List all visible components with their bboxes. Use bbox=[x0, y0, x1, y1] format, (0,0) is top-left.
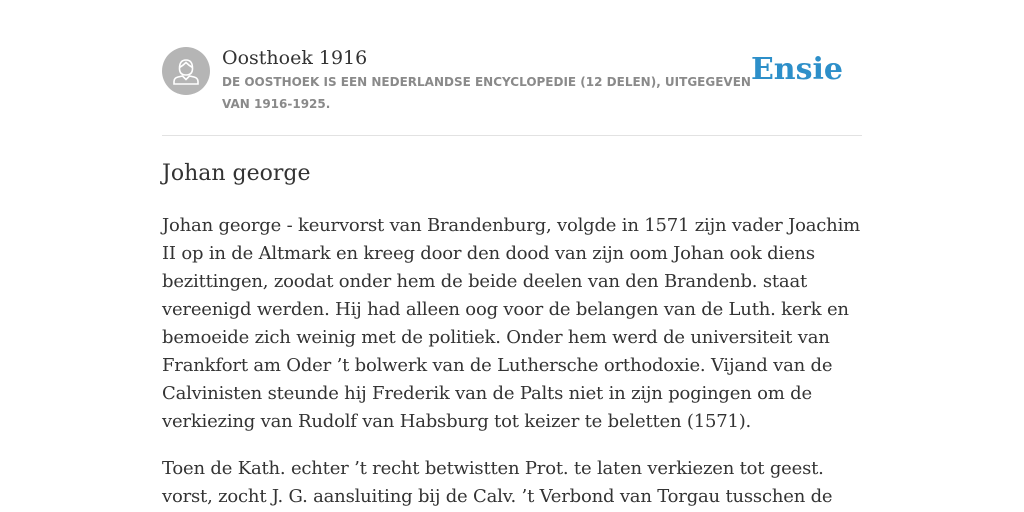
article-paragraph: Johan george - keurvorst van Brandenburg, volgde in 1571 zijn vader Joachim II op in de Altmark en kreeg door den dood van zijn oom Johan ook diens bezittingen, zoodat onder hem de beide deelen van den Brandenb. staat vereenigd werden. Hij had alleen oog voor de belangen van de Luth. kerk en bemoeide zich weinig met de politiek. Onder hem werd de universiteit van Frankfort am Oder ’t bolwerk van de Luthersche orthodoxie. Vijand van de Calvinisten steunde hij Frederik van de Palts niet in zijn pogingen om de verkiezing van Rudolf van Habsburg tot keizer te beletten (1571). bbox=[162, 215, 860, 432]
ensie-logo[interactable]: Ensie bbox=[750, 52, 843, 87]
source-avatar[interactable] bbox=[162, 47, 210, 95]
source-header bbox=[162, 46, 862, 136]
source-description: DE OOSTHOEK IS EEN NEDERLANDSE ENCYCLOPEDIE (12 DELEN), UITGEGEVEN VAN 1916-1925. bbox=[222, 75, 751, 111]
source-name[interactable]: Oosthoek 1916 bbox=[222, 47, 368, 69]
article-title: Johan george bbox=[162, 161, 311, 186]
article-body bbox=[162, 212, 862, 512]
header-divider bbox=[162, 135, 862, 136]
article-paragraph: Toen de Kath. echter ’t recht betwistten Prot. te laten verkiezen tot geest. vorst, zocht J. G. aansluiting bij de Calv. ’t Verbond van Torgau tusschen de bbox=[162, 458, 833, 507]
page bbox=[162, 0, 862, 512]
user-icon bbox=[162, 47, 210, 95]
